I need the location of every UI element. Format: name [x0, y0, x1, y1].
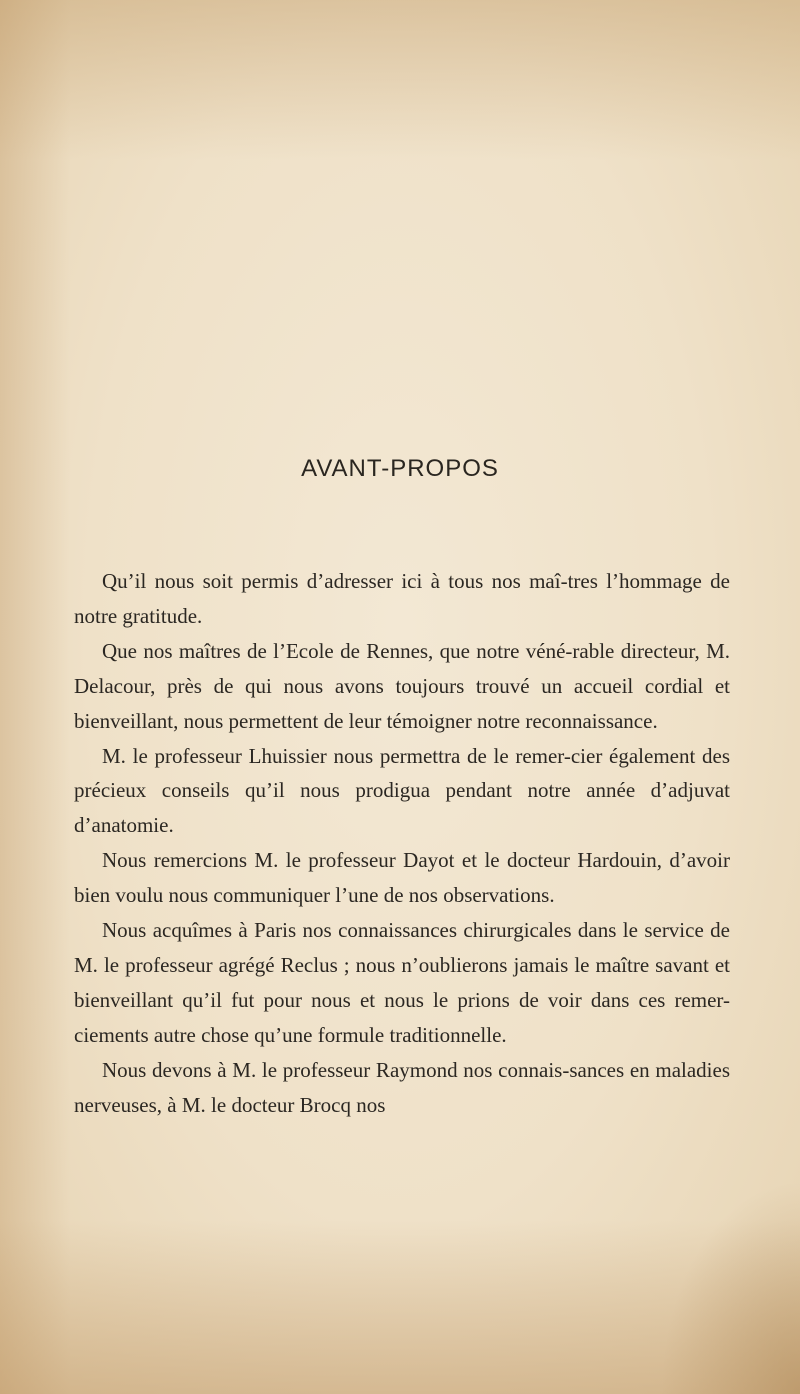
paragraph: Qu’il nous soit permis d’adresser ici à tous nos maî-tres l’hommage de notre gratitude.	[74, 569, 730, 628]
paragraph: Que nos maîtres de l’Ecole de Rennes, que notre véné-rable directeur, M. Delacour, près de qui nous avons toujours trouvé un accueil cordial et bienveillant, nous permettent de leur témoigner notre reconnaissance.	[74, 638, 730, 733]
page-title: AVANT-PROPOS	[301, 455, 499, 482]
paragraph: Nous acquîmes à Paris nos connaissances chirurgicales dans le service de M. le professeur agrégé Reclus ; nous n’oublierons jamais le maître savant et bienveillant qu’il fut pour nous et nous le prions de voir dans ces remer-ciements autre chose qu’une formule traditionnelle.	[74, 918, 730, 1047]
body-text	[74, 564, 730, 1123]
paper-stain-corner	[660, 1180, 800, 1394]
paper-stain-left	[0, 0, 70, 1394]
paragraph: Nous remercions M. le professeur Dayot et le docteur Hardouin, d’avoir bien voulu nous communiquer l’une de nos observations.	[74, 848, 730, 908]
paper-stain-top	[0, 0, 800, 160]
paragraph: M. le professeur Lhuissier nous permettra de le remer-cier également des précieux conseils qu’il nous prodigua pendant notre année d’adjuvat d’anatomie.	[74, 743, 730, 838]
paragraph: Nous devons à M. le professeur Raymond nos connais-sances en maladies nerveuses, à M. le docteur Brocq nos	[74, 1057, 730, 1117]
